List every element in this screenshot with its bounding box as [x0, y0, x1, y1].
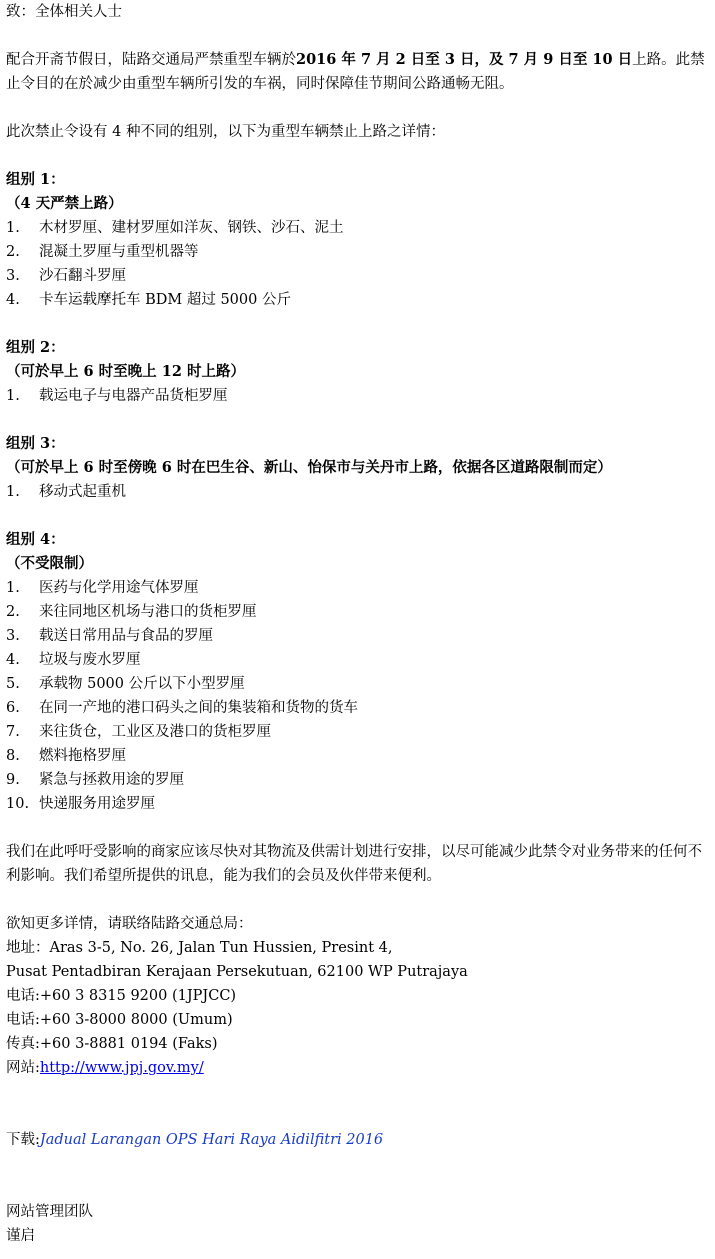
list-item: 8. 燃料拖格罗厘 [6, 748, 126, 764]
list-item: 7. 来往货仓，工业区及港口的货柜罗厘 [6, 724, 271, 740]
list-item: 6. 在同一产地的港口码头之间的集装箱和货物的货车 [6, 700, 358, 716]
website-line: 网站:http://www.jpj.gov.my/ [6, 1060, 204, 1076]
list-item: 1. 木材罗厘、建材罗厘如洋灰、钢铁、沙石、泥土 [6, 220, 344, 236]
intro-post: 上路。此禁止令目的在於减少由重型车辆所引发的车祸，同时保障佳节期间公路通畅无阻。 [6, 52, 705, 92]
group-1 [6, 168, 709, 312]
signoff-team: 网站管理团队 [6, 1204, 93, 1220]
list-item: 4. 卡车运载摩托车 BDM 超过 5000 公斤 [6, 292, 291, 308]
list-item: 1. 载运电子与电器产品货柜罗厘 [6, 388, 228, 404]
list-item: 2. 混凝土罗厘与重型机器等 [6, 244, 199, 260]
list-item: 1. 移动式起重机 [6, 484, 126, 500]
signoff-regards: 谨启 [6, 1228, 35, 1244]
group-4 [6, 528, 709, 816]
intro-paragraph [6, 48, 709, 96]
address-line: 地址：Aras 3-5, No. 26, Jalan Tun Hussien, Presint 4, [6, 940, 393, 956]
phone-line: 电话:+60 3-8000 8000 (Umum) [6, 1012, 233, 1028]
closing-paragraph: 我们在此呼吁受影响的商家应该尽快对其物流及供需计划进行安排，以尽可能减少此禁令对业务带来的任何不利影响。我们希望所提供的讯息，能为我们的会员及伙伴带来便利。 [6, 844, 702, 884]
intro-pre: 配合开斋节假日，陆路交通局严禁重型车辆於 [6, 52, 296, 68]
group-3 [6, 432, 709, 504]
website-link[interactable]: http://www.jpj.gov.my/ [39, 1060, 204, 1076]
download-line: 下载:Jadual Larangan OPS Hari Raya Aidilfitri 2016 [6, 1132, 384, 1148]
list-item: 5. 承载物 5000 公斤以下小型罗厘 [6, 676, 245, 692]
groups-intro: 此次禁止令设有 4 种不同的组别，以下为重型车辆禁止上路之详情： [6, 124, 445, 140]
group-subtitle: （可於早上 6 时至傍晚 6 时在巴生谷、新山、怡保市与关丹市上路，依据各区道路限制而定） [6, 459, 612, 476]
contact-block [6, 912, 709, 1080]
group-subtitle: （可於早上 6 时至晚上 12 时上路） [6, 363, 245, 380]
group-title: 组别 3： [6, 435, 65, 452]
contact-heading: 欲知更多详情，请联络陆路交通总局： [6, 916, 253, 932]
list-item: 10. 快递服务用途罗厘 [6, 796, 155, 812]
group-subtitle: （4 天严禁上路） [6, 195, 123, 212]
group-subtitle: （不受限制） [6, 555, 93, 572]
group-title: 组别 1： [6, 171, 65, 188]
phone-line: 电话:+60 3 8315 9200 (1JPJCC) [6, 988, 237, 1004]
list-item: 3. 载送日常用品与食品的罗厘 [6, 628, 213, 644]
list-item: 1. 医药与化学用途气体罗厘 [6, 580, 199, 596]
group-title: 组别 4： [6, 531, 65, 548]
intro-dates: 2016 年 7 月 2 日至 3 日，及 7 月 9 日至 10 日 [296, 51, 633, 68]
download-link[interactable]: Jadual Larangan OPS Hari Raya Aidilfitri 2016 [39, 1132, 384, 1148]
list-item: 4. 垃圾与废水罗厘 [6, 652, 141, 668]
fax-line: 传真:+60 3-8881 0194 (Faks) [6, 1036, 218, 1052]
group-2 [6, 336, 709, 408]
list-item: 9. 紧急与拯救用途的罗厘 [6, 772, 184, 788]
greeting: 致：全体相关人士 [6, 4, 122, 20]
group-title: 组别 2： [6, 339, 65, 356]
list-item: 2. 来往同地区机场与港口的货柜罗厘 [6, 604, 257, 620]
address-line: Pusat Pentadbiran Kerajaan Persekutuan, 62100 WP Putrajaya [6, 964, 468, 980]
list-item: 3. 沙石翻斗罗厘 [6, 268, 126, 284]
